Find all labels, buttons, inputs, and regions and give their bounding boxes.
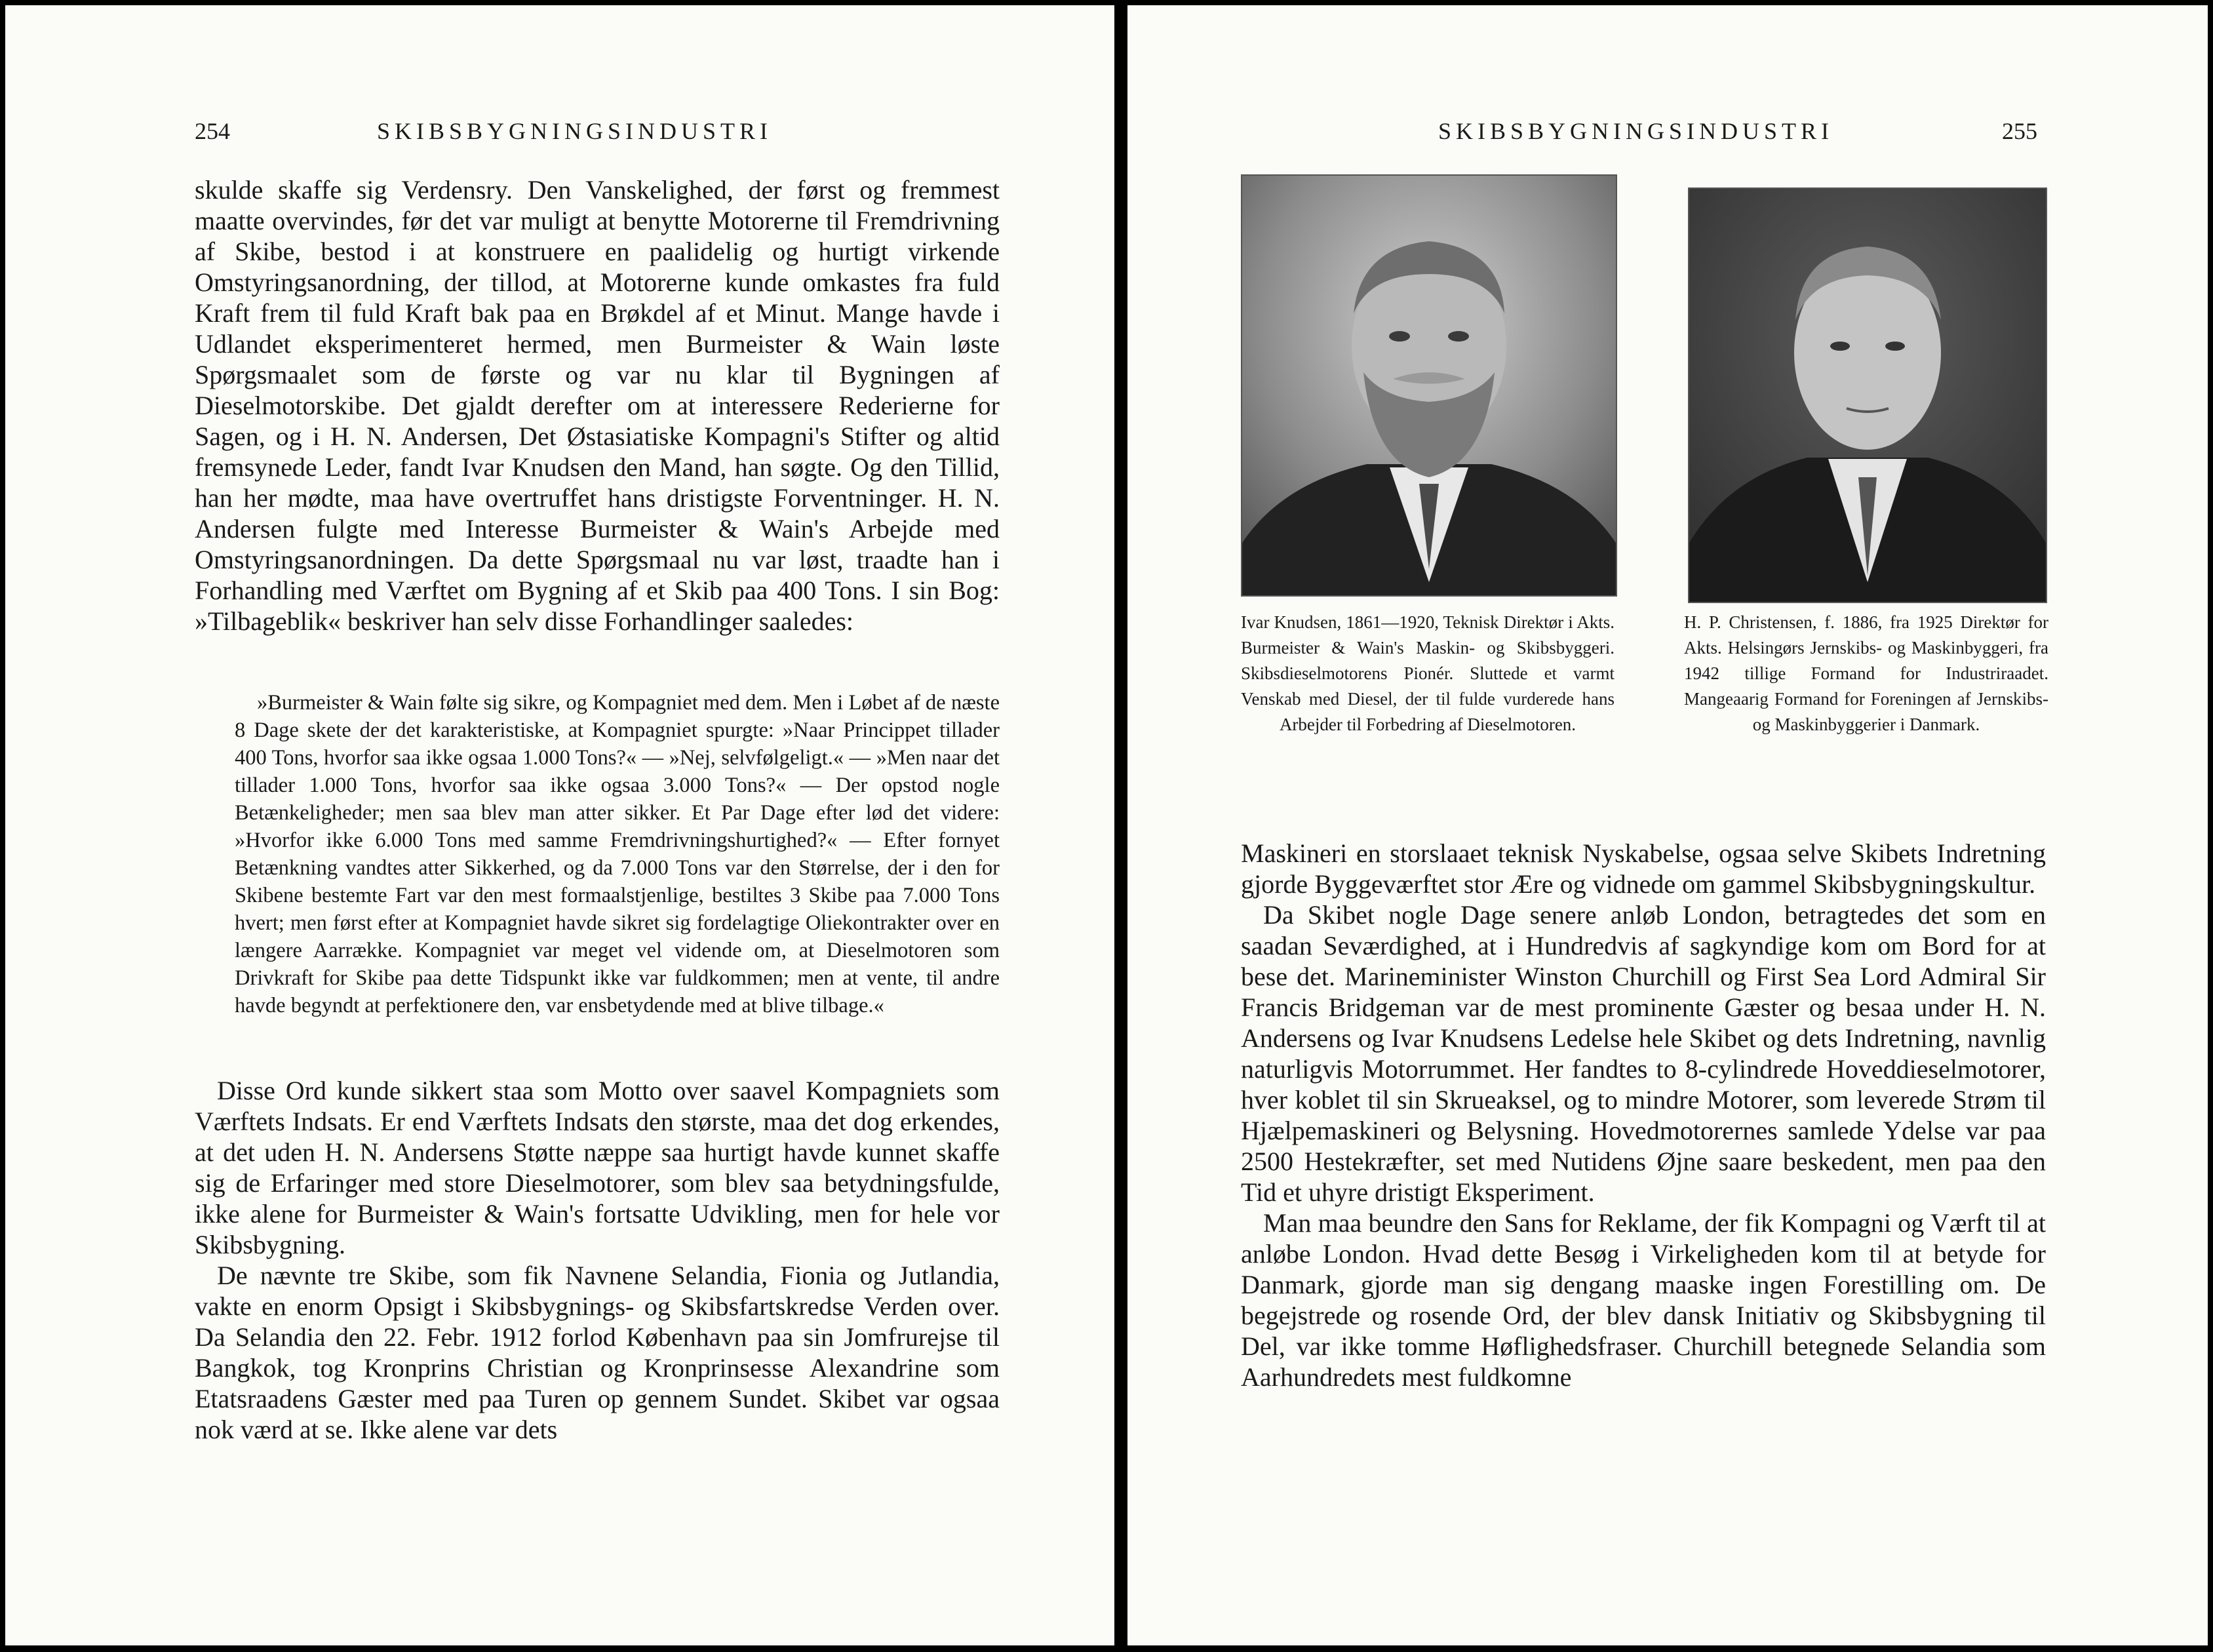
left-body-bottom (195, 1075, 1000, 1445)
portrait-photo-ivar-knudsen (1241, 174, 1617, 597)
paragraph: skulde skaffe sig Verdensry. Den Vanskelighed, der først og fremmest maatte overvindes, før det var muligt at benytte Motorerne til Fremdrivning af Skibe, bestod i at konstruere en paalidelig og hurtigt virkende Omstyringsanordning, der tillod, at Motorerne kunde omkastes fra fuld Kraft frem til fuld Kraft bak paa en Brøkdel af et Minut. Mange havde i Udlandet eksperimenteret hermed, men Burmeister & Wain løste Spørgsmaalet som de første og var nu klar til Bygningen af Dieselmotorskibe. Det gjaldt derefter om at interessere Rederierne for Sagen, og i H. N. Andersen, Det Østasiatiske Kompagni's Stifter og altid fremsynede Leder, fandt Ivar Knudsen den Mand, han søgte. Og den Tillid, han her mødte, maa have overtruffet hans dristigste Forventninger. H. N. Andersen fulgte med Interesse Burmeister & Wain's Arbejde med Omstyringsanordningen. Da dette Spørgsmaal nu var løst, traadte han i Forhandling med Værftet om Bygning af et Skib paa 400 Tons. I sin Bog: »Tilbageblik« beskriver han selv disse Forhandlinger saaledes: (195, 175, 1000, 636)
paragraph: Disse Ord kunde sikkert staa som Motto over saavel Kompagniets som Værftets Indsats. Er end Værftets Indsats den største, maa det dog erkendes, at det uden H. N. Andersens Støtte næppe saa hurtigt havde kunnet skaffe sig de Erfaringer med store Dieselmotorer, som blev saa betydningsfulde, ikke alene for Burmeister & Wain's fortsatte Udvikling, men for hele vor Skibsbygning. (195, 1076, 1000, 1259)
right-page (1127, 5, 2208, 1645)
right-body (1241, 838, 2046, 1392)
running-title: SKIBSBYGNINGSINDUSTRI (377, 118, 773, 144)
page-number: 255 (2002, 118, 2037, 144)
portrait-illustration (1242, 176, 1616, 595)
block-quote (235, 689, 1000, 1019)
paragraph: De nævnte tre Skibe, som fik Navnene Selandia, Fionia og Jutlandia, vakte en enorm Opsigt i Skibsbygnings- og Skibsfartskredse Verden over. Da Selandia den 22. Febr. 1912 forlod København paa sin Jomfrurejse til Bangkok, tog Kronprins Christian og Kronprinsesse Alexandrine som Etatsraadens Gæster med paa Turen op gennem Sundet. Skibet var ogsaa nok værd at se. Ikke alene var dets (195, 1261, 1000, 1444)
portrait-illustration (1689, 189, 2046, 602)
paragraph: Da Skibet nogle Dage senere anløb London, betragtedes det som en saadan Seværdighed, at i Hundredvis af sagkyndige kom om Bord for at bese det. Marineminister Winston Churchill og First Sea Lord Admiral Sir Francis Bridgeman var de mest prominente Gæster og besaa under H. N. Andersens og Ivar Knudsens Ledelse hele Skibet og dets Indretning, navnlig naturligvis Motorrummet. Her fandtes to 8-cylindrede Hoveddieselmotorer, hver koblet til sin Skrueaksel, og to mindre Motorer, som leverede Strøm til Hjælpemaskineri og Belysning. Hovedmotorernes samlede Ydelse var paa 2500 Hestekræfter, set med Nutidens Øjne saare beskedent, men paa den Tid et uhyre dristigt Eksperiment. (1241, 900, 2046, 1207)
left-page (5, 5, 1114, 1645)
page-number: 254 (195, 118, 230, 144)
photo-caption-right: H. P. Christensen, f. 1886, fra 1925 Direktør for Akts. Helsingørs Jernskibs- og Maskinbyggeri, fra 1942 tillige Formand for Industriraadet. Mangeaarig Formand for Foreningen af Jernskibs- og Maskinbyggerier i Danmark. (1684, 612, 2048, 734)
running-title: SKIBSBYGNINGSINDUSTRI (1438, 118, 1834, 144)
quote-text: »Burmeister & Wain følte sig sikre, og Kompagniet med dem. Men i Løbet af de næste 8 Dage skete der det karakteristiske, at Kompagniet spurgte: »Naar Princippet tillader 400 Tons, hvorfor saa ikke ogsaa 1.000 Tons?« — »Nej, selvfølgeligt.« — »Men naar det tillader 1.000 Tons, hvorfor saa ikke ogsaa 3.000 Tons?« — Der opstod nogle Betænkeligheder; men saa blev man atter sikker. Et Par Dage efter lød det videre: »Hvorfor ikke 6.000 Tons med samme Fremdrivningshurtighed?« — Efter fornyet Betænkning vandtes atter Sikkerhed, og da 7.000 Tons var den Størrelse, der i den for Skibene bestemte Fart var den mest formaalstjenlige, bestiltes 3 Skibe paa 7.000 Tons hvert; men først efter at Kompagniet havde sikret sig fordelagtige Oliekontrakter over en længere Aarrække. Kompagniet var meget vel vidende om, at Dieselmotoren som Drivkraft for Skibe paa dette Tidspunkt ikke var fuldkommen; men at vente, til andre havde begyndt at perfektionere den, var ensbetydende med at blive tilbage.« (235, 691, 1000, 1017)
portrait-photo-hp-christensen (1688, 187, 2047, 603)
paragraph: Maskineri en storslaaet teknisk Nyskabelse, ogsaa selve Skibets Indretning gjorde Byggeværftet stor Ære og vidnede om gammel Skibsbygningskultur. (1241, 838, 2046, 899)
photo-caption-left: Ivar Knudsen, 1861—1920, Teknisk Direktør i Akts. Burmeister & Wain's Maskin- og Skibsbyggeri. Skibsdieselmotorens Pionér. Sluttede et varmt Venskab med Diesel, der til fulde vurderede hans Arbejder til Forbedring af Dieselmotoren. (1241, 612, 1615, 734)
left-body-top (195, 174, 1000, 637)
paragraph: Man maa beundre den Sans for Reklame, der fik Kompagni og Værft til at anløbe London. Hvad dette Besøg i Virkeligheden kom til at betyde for Danmark, gjorde man sig dengang maaske ingen Forestilling om. De begejstrede og rosende Ord, der blev dansk Initiativ og Skibsbygning til Del, var ikke tomme Høflighedsfraser. Churchill betegnede Selandia som Aarhundredets mest fuldkomne (1241, 1208, 2046, 1392)
